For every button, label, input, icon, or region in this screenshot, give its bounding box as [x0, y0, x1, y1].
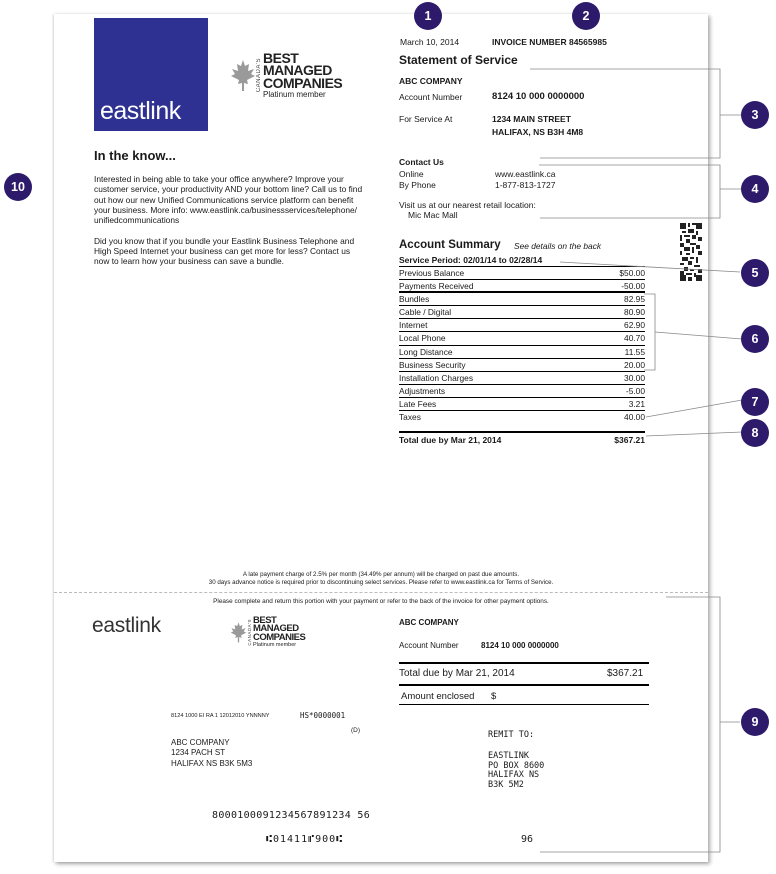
late-payment-notice: A late payment charge of 2.5% per month (34.49% per annum) will be charged on past due amounts.: [242, 571, 520, 578]
remit-to-label: REMIT TO:: [488, 730, 535, 740]
account-number-label: Account Number: [399, 92, 463, 102]
callout-5: 5: [741, 259, 769, 287]
callout-10: 10: [4, 173, 32, 201]
routing-code: 8124 1000 EI RA 1 12012010 YNNNNY: [171, 713, 270, 719]
callout-1: 1: [414, 2, 442, 30]
amount-enclosed-label: Amount enclosed: [401, 691, 475, 702]
micr-line: 8000100091234567891234 56: [212, 810, 371, 821]
best-managed-badge-small: [230, 617, 305, 648]
invoice-date: March 10, 2014: [400, 37, 460, 47]
service-address-line1: 1234 MAIN STREET: [492, 114, 571, 124]
contact-title: Contact Us: [399, 157, 444, 167]
promo-paragraph-2: Did you know that if you bundle your Eastlink Business Telephone and High Speed Internet your business can get more for less? Contact us now to learn how your business can save a bundle.: [94, 235, 355, 267]
service-address-label: For Service At: [399, 114, 453, 124]
summary-row: Cable / Digital 80.90: [399, 306, 645, 319]
best-managed-badge: [230, 52, 342, 98]
callout-9: 9: [741, 708, 769, 736]
maple-leaf-icon: [230, 58, 256, 92]
summary-table: [399, 267, 645, 424]
summary-row: Local Phone 40.70: [399, 332, 645, 345]
summary-row: Late Fees 3.21: [399, 398, 645, 411]
d-mark: (D): [351, 727, 361, 734]
customer-street: 1234 PACH ST: [171, 748, 226, 757]
maple-leaf-icon: [230, 621, 247, 643]
invoice-page: [54, 14, 708, 862]
total-due-value: $367.21: [614, 435, 645, 445]
retail-location: Mic Mac Mall: [408, 210, 458, 220]
service-address-line2: HALIFAX, NS B3H 4M8: [492, 127, 584, 137]
summary-note: See details on the back: [514, 241, 602, 251]
award-side-text: CANADA'S: [247, 619, 252, 646]
stub-total-value: $367.21: [607, 668, 644, 679]
stub-rule-mid: [399, 684, 649, 686]
statement-title: Statement of Service: [399, 53, 518, 67]
promo-paragraph-1: Interested in being able to take your office anywhere? Improve your customer service, your productivity AND your bottom line? Call us to find out how our new Unified Communications service platform can benefit your business. More info: www.eastlink.ca/businessservices/telephone/ unifiedcommunications: [94, 174, 363, 226]
callout-4: 4: [741, 175, 769, 203]
contact-phone-label: By Phone: [399, 180, 436, 190]
retail-label: Visit us at our nearest retail location:: [399, 200, 536, 210]
eastlink-wordmark: eastlink: [92, 614, 161, 637]
stub-account-label: Account Number: [399, 641, 459, 650]
summary-row: Previous Balance $50.00: [399, 267, 645, 280]
remittance-instruction: Please complete and return this portion with your payment or refer to the back of the invoice for other payment options.: [213, 598, 549, 605]
amount-enclosed-field[interactable]: [399, 704, 649, 705]
invoice-number: INVOICE NUMBER 84565985: [492, 37, 607, 47]
summary-row: Bundles 82.95: [399, 293, 645, 306]
service-period: Service Period: 02/01/14 to 02/28/14: [399, 255, 645, 267]
summary-row: Installation Charges 30.00: [399, 372, 645, 385]
eastlink-logo: eastlink: [94, 18, 208, 131]
customer-city: HALIFAX NS B3K 5M3: [171, 759, 253, 768]
promo-heading: In the know...: [94, 148, 176, 163]
account-number: 8124 10 000 0000000: [492, 91, 585, 102]
callout-3: 3: [741, 101, 769, 129]
summary-row: Internet 62.90: [399, 319, 645, 332]
callout-6: 6: [741, 325, 769, 353]
stub-account-number: 8124 10 000 0000000: [481, 641, 559, 650]
total-due-row: [399, 431, 645, 445]
contact-online-label: Online: [399, 169, 424, 179]
award-text: BEST MANAGED COMPANIES Platinum member: [263, 50, 343, 99]
callout-2: 2: [572, 2, 600, 30]
stub-company: ABC COMPANY: [399, 618, 459, 627]
remit-address: EASTLINK PO BOX 8600 HALIFAX NS B3K 5M2: [488, 751, 545, 790]
summary-row: Business Security 20.00: [399, 359, 645, 372]
promo-text: [94, 174, 364, 277]
customer-name: ABC COMPANY: [171, 738, 230, 747]
callout-8: 8: [741, 419, 769, 447]
callout-7: 7: [741, 388, 769, 416]
amount-enclosed-symbol: $: [491, 691, 497, 702]
micr-bottom-line: ⑆01411⑈900⑆: [266, 834, 344, 845]
stub-total-label: Total due by Mar 21, 2014: [399, 668, 515, 679]
award-side-text: CANADA'S: [256, 57, 262, 93]
account-summary-title: Account Summary: [399, 239, 501, 251]
perforation-line: [54, 592, 708, 593]
terms-notice: 30 days advance notice is required prior to discontinuing select services. Please refer to www.eastlink.ca for Terms of Service.: [208, 579, 554, 586]
company-name: ABC COMPANY: [399, 76, 463, 86]
total-due-label: Total due by Mar 21, 2014: [399, 435, 502, 445]
stub-rule-top: [399, 662, 649, 664]
summary-row: Long Distance 11.55: [399, 346, 645, 359]
hs-code: HS*0000001: [300, 711, 346, 720]
summary-row: Taxes 40.00: [399, 412, 645, 423]
page-code: 96: [521, 834, 534, 845]
contact-online-link[interactable]: www.eastlink.ca: [495, 169, 556, 179]
qr-code: [680, 223, 702, 281]
award-text: BEST MANAGED COMPANIES Platinum member: [253, 615, 306, 649]
summary-row: Adjustments -5.00: [399, 385, 645, 398]
summary-row: Payments Received -50.00: [399, 280, 645, 293]
contact-phone-value: 1-877-813-1727: [495, 180, 556, 190]
